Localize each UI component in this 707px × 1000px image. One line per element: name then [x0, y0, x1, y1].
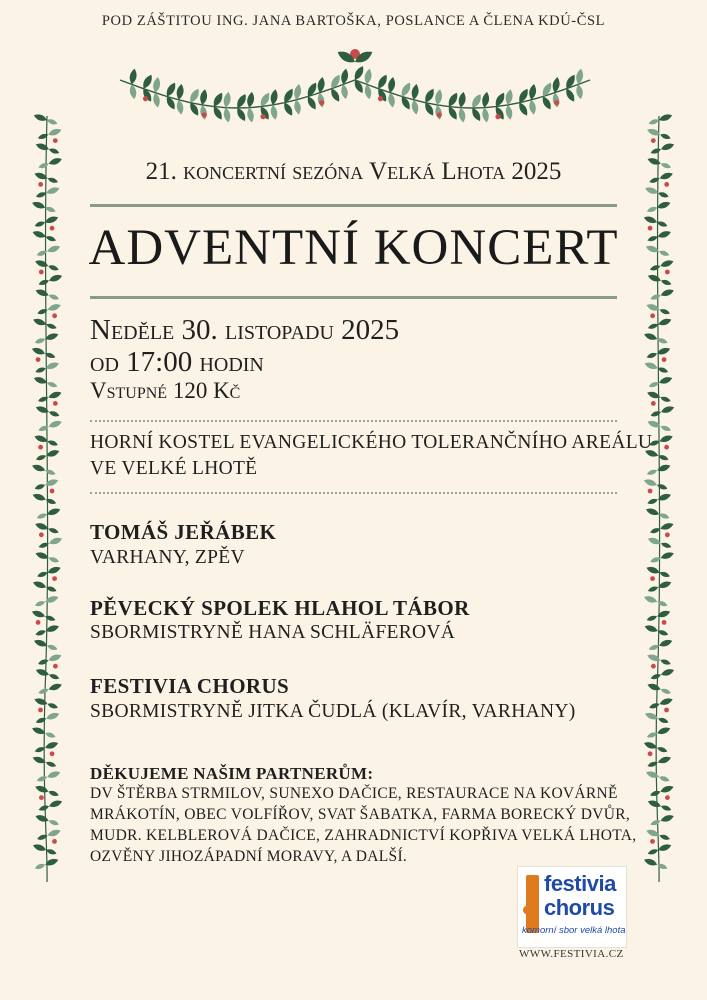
performer-name: FESTIVIA CHORUS — [90, 674, 290, 698]
performer-name: PĚVECKÝ SPOLEK HLAHOL TÁBOR — [90, 596, 470, 620]
music-note-head-icon — [523, 905, 535, 915]
patronage-line: POD ZÁŠTITOU ING. JANA BARTOŠKA, POSLANCE A ČLENA KDÚ-ČSL — [101, 13, 606, 29]
partners-line: MUDR. KELBLEROVÁ DAČICE, ZAHRADNICTVÍ KOPŘIVA VELKÁ LHOTA, — [90, 827, 637, 844]
title-rule-bottom — [90, 296, 617, 299]
venue-line-1: HORNÍ KOSTEL EVANGELICKÉHO TOLERANČNÍHO AREÁLU — [90, 432, 653, 453]
partners-line: MRÁKOTÍN, OBEC VOLFÍŘOV, SVAT ŠABATKA, FARMA BORECKÝ DVŮR, — [90, 806, 631, 823]
venue-line-2: VE VELKÉ LHOTĚ — [90, 458, 258, 479]
website-link[interactable]: WWW.FESTIVIA.CZ — [519, 948, 624, 960]
performer-role: VARHANY, ZPĚV — [90, 547, 245, 568]
dotted-divider — [90, 420, 617, 422]
logo-word-chorus: chorus — [544, 895, 615, 920]
event-time: od 17:00 hodin — [90, 346, 264, 378]
page-title: ADVENTNÍ KONCERT — [88, 220, 619, 276]
partners-line: OZVĚNY JIHOZÁPADNÍ MORAVY, A DALŠÍ. — [90, 848, 408, 865]
holly-garland-icon — [115, 48, 595, 130]
season-subtitle: 21. koncertní sezóna Velká Lhota 2025 — [145, 158, 562, 185]
partners-heading: DĚKUJEME NAŠIM PARTNERŮM: — [90, 764, 374, 783]
logo-word-festivia: festivia — [544, 871, 616, 896]
performer-name: TOMÁŠ JEŘÁBEK — [90, 520, 277, 544]
dotted-divider — [90, 492, 617, 494]
performer-role: SBORMISTRYNĚ HANA SCHLÄFEROVÁ — [90, 622, 456, 643]
festivia-chorus-logo — [517, 866, 627, 948]
event-date: Neděle 30. listopadu 2025 — [90, 314, 400, 346]
logo-tagline: komorní sbor velká lhota — [522, 925, 626, 936]
partners-line: DV ŠTĚRBA STRMILOV, SUNEXO DAČICE, RESTAURACE NA KOVÁRNĚ — [90, 785, 618, 802]
event-entry-fee: Vstupné 120 Kč — [90, 378, 241, 403]
title-rule-top — [90, 204, 617, 207]
performer-role: SBORMISTRYNĚ JITKA ČUDLÁ (KLAVÍR, VARHANY) — [90, 701, 576, 722]
